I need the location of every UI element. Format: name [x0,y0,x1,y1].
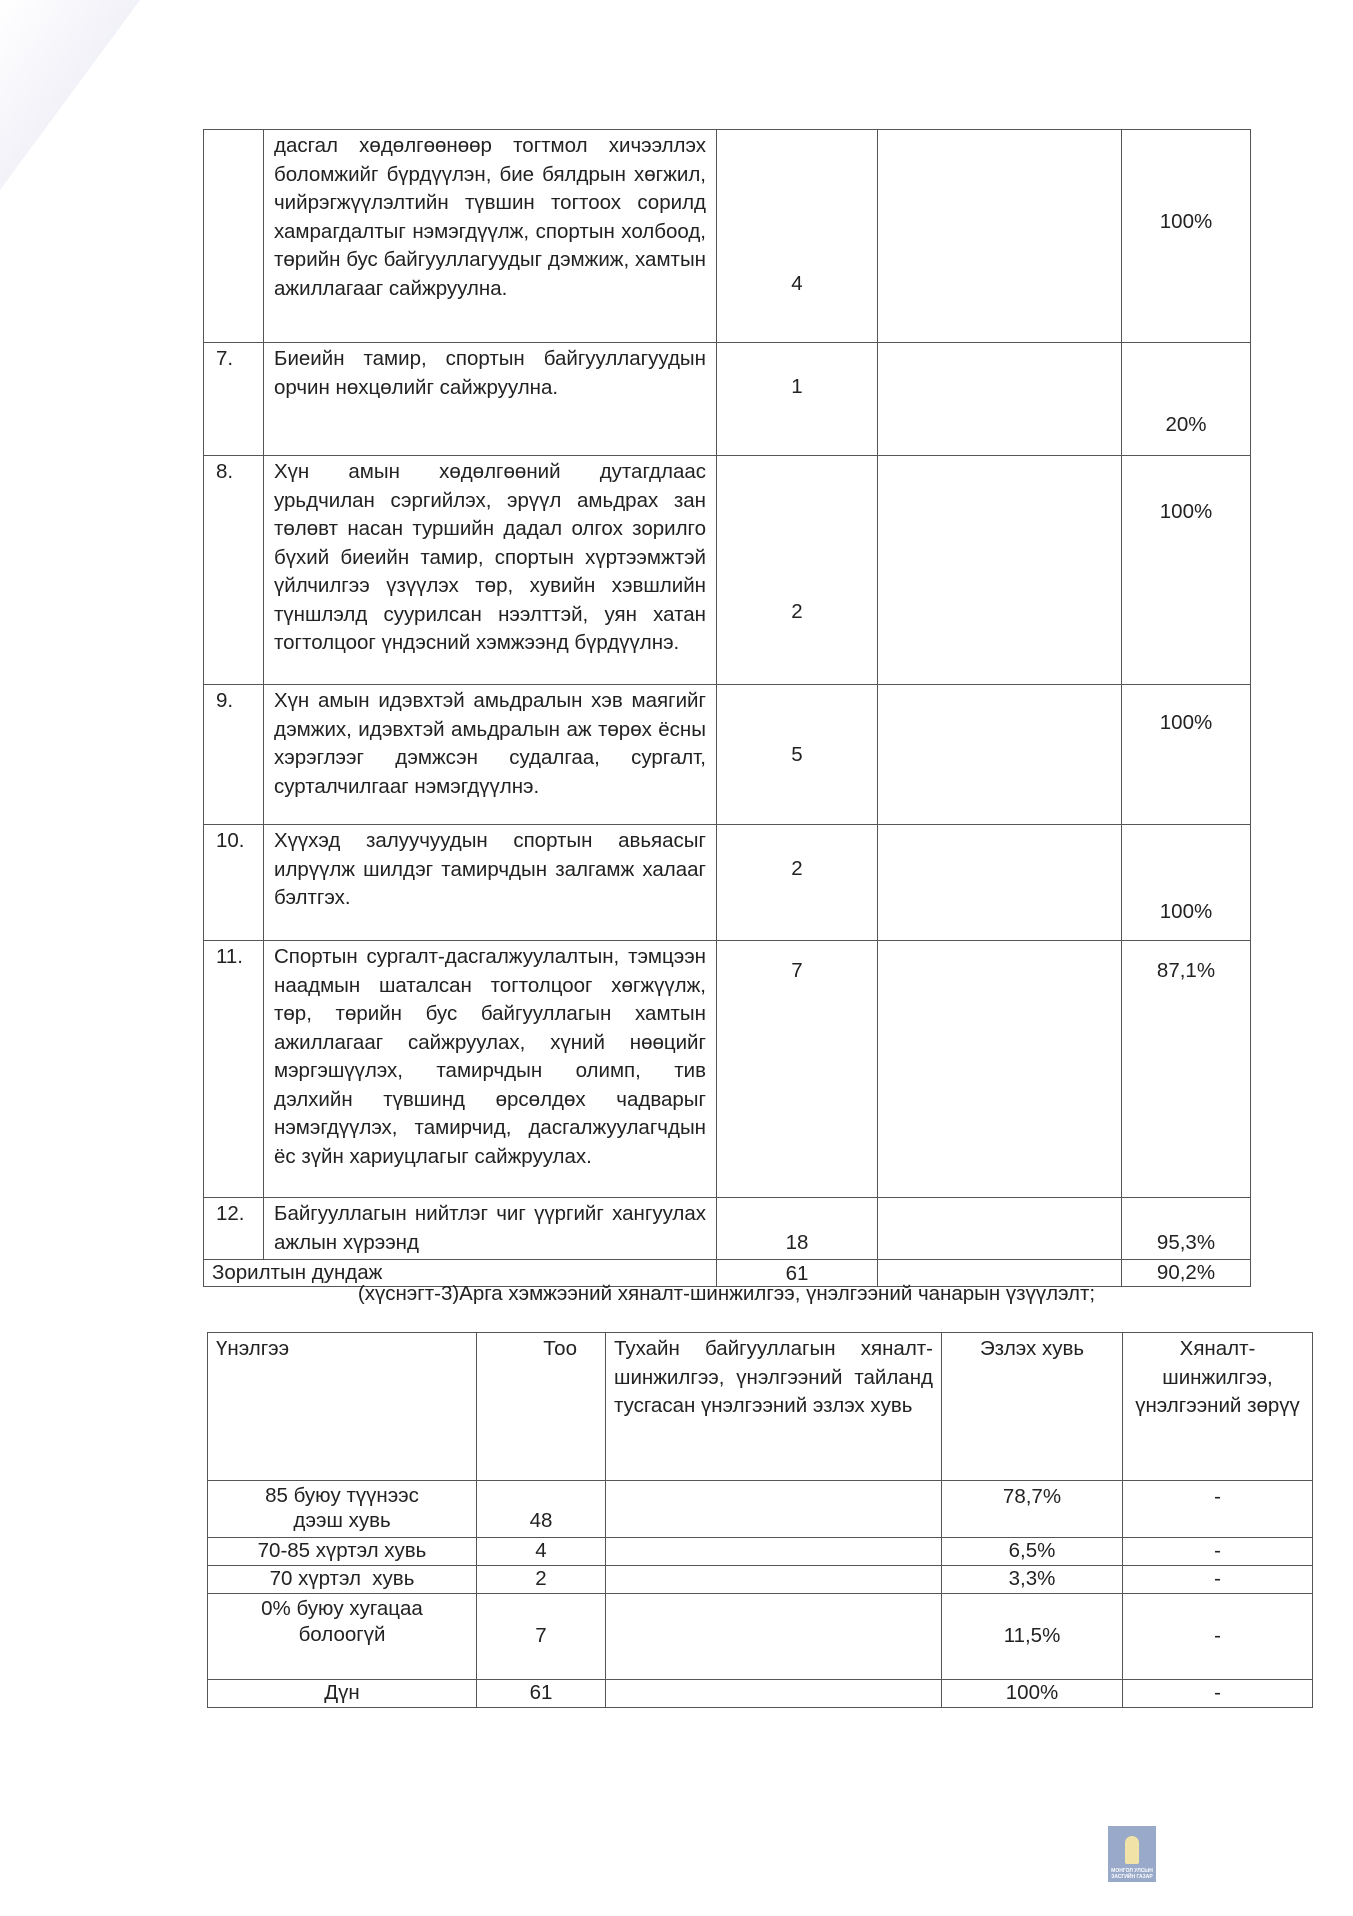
measure-count: 2 [717,456,878,685]
header-difference: Хяналт-шинжилгээ, үнэлгээний зөрүү [1123,1333,1313,1481]
table-row [208,1538,1313,1566]
measure-count: 2 [717,825,878,941]
rating-count: 7 [477,1594,606,1680]
measure-text: Спортын сургалт-дасгалжуулалтын, тэмцээн наадмын шаталсан тогтолцоог хөгжүүлж, төр, төрийн бус байгууллагын хамтын ажиллагааг сайжруулах, хүний нөөцийг мэргэшүүлэх, тамирчдын олимп, тив дэлхийн түвшинд өрсөлдөх чадварыг нэмэгдүүлэх, тамирчид, дасгалжуулагчдын ёс зүйн хариуцлагыг сайжруулах. [264,941,717,1198]
measure-count: 7 [717,941,878,1198]
table-caption: (хүснэгт-3)Арга хэмжээний хяналт-шинжилгээ, үнэлгээний чанарын үзүүлэлт; [357,1282,1096,1305]
total-count: 61 [717,1260,878,1287]
measure-note [878,456,1122,685]
rating-description [606,1481,942,1538]
measure-percent: 100% [1122,685,1251,825]
evaluation-quality-table [207,1332,1313,1708]
rating-label: Дүн [208,1680,477,1708]
table-row [208,1566,1313,1594]
rating-difference: - [1123,1481,1313,1538]
rating-description [606,1594,942,1680]
rating-count: 48 [477,1481,606,1538]
header-description: Тухайн байгууллагын хяналт-шинжилгээ, үнэлгээний тайланд тусгасан үнэлгээний эзлэх хувь [606,1333,942,1481]
measure-percent: 20% [1122,343,1251,456]
rating-share: 3,3% [942,1566,1123,1594]
measure-count: 18 [717,1198,878,1260]
row-number: 7. [204,343,264,456]
rating-count: 4 [477,1538,606,1566]
table-row [204,130,1251,343]
rating-difference: - [1123,1680,1313,1708]
government-emblem-logo [1108,1826,1156,1882]
header-share: Эзлэх хувь [942,1333,1123,1481]
table-row [204,456,1251,685]
total-percent: 90,2% [1122,1260,1251,1287]
row-number: 8. [204,456,264,685]
measure-percent: 95,3% [1122,1198,1251,1260]
rating-share: 100% [942,1680,1123,1708]
rating-description [606,1680,942,1708]
table-row [208,1481,1313,1538]
table-row [204,825,1251,941]
rating-label: 0% буюу хугацаа болоогүй [208,1594,477,1680]
measure-text: дасгал хөдөлгөөнөөр тогтмол хичээллэх боломжийг бүрдүүлэн, бие бялдрын хөгжил, чийрэгжүүлэлтийн түвшин тогтоох сорилд хамрагдалтыг нэмэгдүүлж, спортын холбоод, төрийн бус байгууллагуудыг дэмжиж, хамтын ажиллагааг сайжруулна. [264,130,717,343]
measure-count: 4 [717,130,878,343]
rating-difference: - [1123,1566,1313,1594]
measure-count: 1 [717,343,878,456]
page-fold-corner [0,0,140,190]
measure-note [878,130,1122,343]
rating-share: 6,5% [942,1538,1123,1566]
rating-description [606,1538,942,1566]
rating-count: 61 [477,1680,606,1708]
measure-note [878,825,1122,941]
header-count: Тоо [477,1333,606,1481]
measure-text: Биеийн тамир, спортын байгууллагуудын орчин нөхцөлийг сайжруулна. [264,343,717,456]
measures-table [203,129,1251,1287]
rating-share: 11,5% [942,1594,1123,1680]
total-label: Зорилтын дундаж [204,1260,717,1287]
header-rating: Үнэлгээ [208,1333,477,1481]
rating-label: 85 буюу түүнээс дээш хувь [208,1481,477,1538]
measure-text: Хүн амын идэвхтэй амьдралын хэв маягийг дэмжих, идэвхтэй амьдралын аж төрөх ёсны хэрэглээг дэмжсэн судалгаа, сургалт, сурталчилгааг нэмэгдүүлнэ. [264,685,717,825]
measure-percent: 100% [1122,130,1251,343]
soyombo-icon [1125,1836,1139,1864]
row-number: 9. [204,685,264,825]
logo-line-2: ЗАСГИЙН ГАЗАР [1111,1874,1153,1880]
row-number: 11. [204,941,264,1198]
rating-difference: - [1123,1594,1313,1680]
rating-description [606,1566,942,1594]
table-row [204,1198,1251,1260]
measure-count: 5 [717,685,878,825]
measure-percent: 100% [1122,825,1251,941]
logo-line-1: МОНГОЛ УЛСЫН [1111,1868,1153,1874]
measure-text: Хүн амын хөдөлгөөний дутагдлаас урьдчилан сэргийлэх, эрүүл амьдрах зан төлөвт насан туршийн дадал олгох зорилго бүхий биеийн тамир, спортын хүртээмжтэй үйлчилгээ үзүүлэх төр, хувийн хэвшлийн түншлэлд суурилсан нээлттэй, уян хатан тогтолцоог үндэсний хэмжээнд бүрдүүлнэ. [264,456,717,685]
measure-note [878,343,1122,456]
rating-label: 70 хүртэл хувь [208,1566,477,1594]
table-row [204,343,1251,456]
row-number: 12. [204,1198,264,1260]
measure-text: Байгууллагын нийтлэг чиг үүргийг хангуулах ажлын хүрээнд [264,1198,717,1260]
row-number [204,130,264,343]
measure-note [878,941,1122,1198]
rating-difference: - [1123,1538,1313,1566]
rating-count: 2 [477,1566,606,1594]
table-row [208,1594,1313,1680]
row-number: 10. [204,825,264,941]
total-row [208,1680,1313,1708]
table-row [204,685,1251,825]
measure-percent: 100% [1122,456,1251,685]
measure-percent: 87,1% [1122,941,1251,1198]
measure-note [878,1198,1122,1260]
rating-share: 78,7% [942,1481,1123,1538]
measure-note [878,685,1122,825]
rating-label: 70-85 хүртэл хувь [208,1538,477,1566]
measure-text: Хүүхэд залуучуудын спортын авьяасыг илрүүлж шилдэг тамирчдын залгамж халааг бэлтгэх. [264,825,717,941]
header-row [208,1333,1313,1481]
table-row [204,941,1251,1198]
